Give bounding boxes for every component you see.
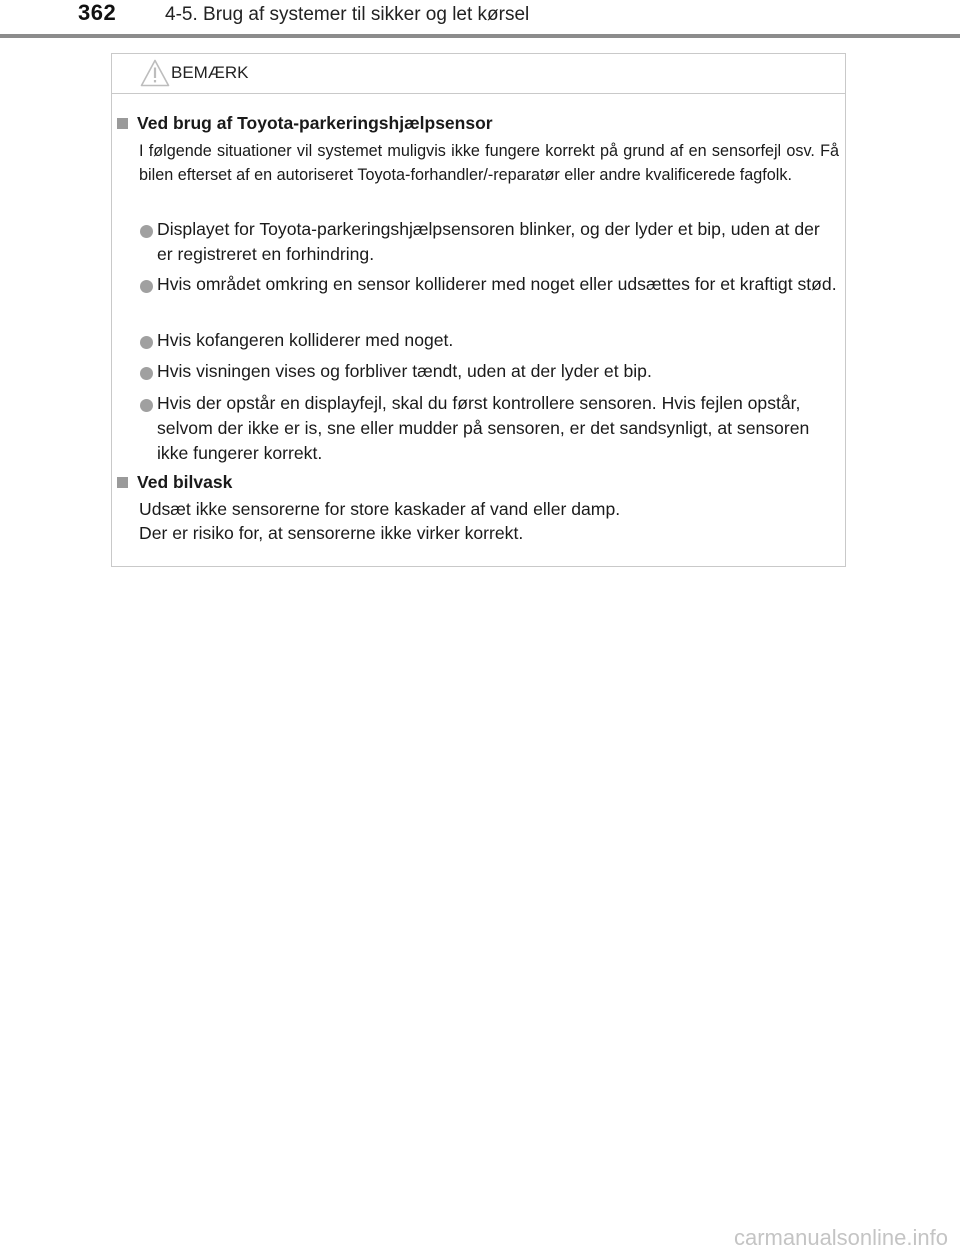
section-title: 4-5. Brug af systemer til sikker og let kørsel <box>165 4 530 25</box>
circle-bullet-icon <box>140 280 153 293</box>
section-heading: Ved brug af Toyota-parkeringshjælpsensor <box>137 113 493 133</box>
circle-bullet-icon <box>140 399 153 412</box>
header-divider <box>0 34 960 38</box>
circle-bullet-icon <box>140 367 153 380</box>
list-item-text: Hvis kofangeren kolliderer med noget. <box>157 330 454 350</box>
list-item-text: Hvis området omkring en sensor kolliderer med noget eller udsættes for et kraftigt stød. <box>157 274 837 294</box>
page-header <box>0 0 960 40</box>
list-item-text: Hvis visningen vises og forbliver tændt, uden at der lyder et bip. <box>157 361 652 381</box>
notice-label: BEMÆRK <box>171 63 249 82</box>
list-item-text: Displayet for Toyota-parkeringshjælpsensoren blinker, og der lyder et bip, uden at der er registreret en forhindring. <box>157 219 820 264</box>
circle-bullet-icon <box>140 225 153 238</box>
body-text-line: Udsæt ikke sensorerne for store kaskader af vand eller damp. <box>139 499 621 519</box>
page-number: 362 <box>78 0 117 25</box>
body-text-line: Der er risiko for, at sensorerne ikke virker korrekt. <box>139 523 524 543</box>
notice-box <box>111 53 846 567</box>
watermark: carmanualsonline.info <box>733 1225 948 1250</box>
list-item-text: Hvis der opstår en displayfejl, skal du først kontrollere sensoren. Hvis fejlen opstår, selvom der ikke er is, sne eller mudder på sensoren, er det sandsynligt, at sensoren ikke fungerer korrekt. <box>157 393 810 463</box>
square-bullet-icon <box>117 118 128 129</box>
warning-triangle-icon <box>140 59 170 87</box>
section-intro: I følgende situationer vil systemet muligvis ikke fungere korrekt på grund af en sensorfejl osv. Få bilen efterset af en autoriseret Toyota-forhandler/-reparatør eller andre kvalificerede fagfolk. <box>139 142 839 184</box>
notice-header <box>112 54 845 94</box>
square-bullet-icon <box>117 477 128 488</box>
section-heading: Ved bilvask <box>137 472 233 492</box>
circle-bullet-icon <box>140 336 153 349</box>
